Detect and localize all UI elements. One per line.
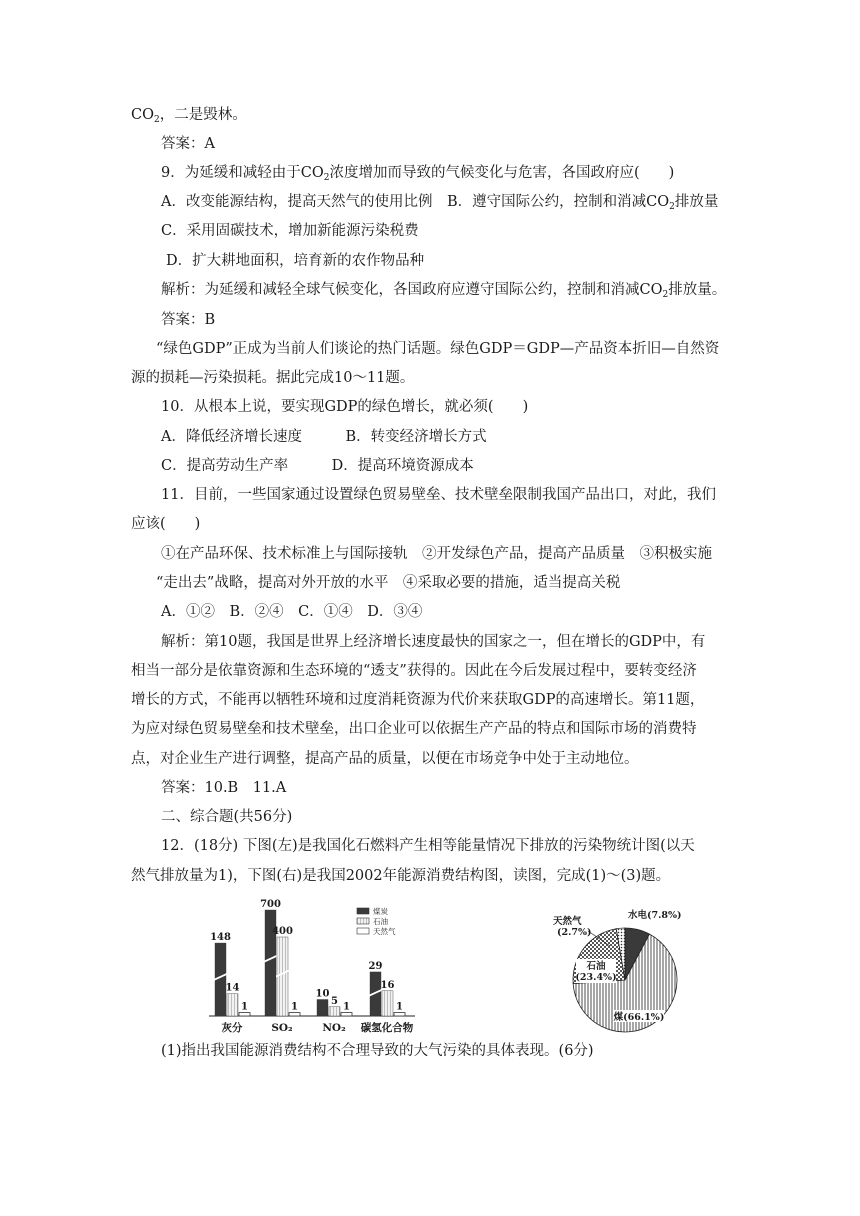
text-seg: ，二是毁林。	[159, 107, 247, 123]
category-label: 灰分	[221, 1022, 243, 1034]
bar-value-label: 1	[241, 1001, 248, 1013]
text-seg: 解析：为延缓和减轻全球气候变化，各国政府应遵守国际公约，控制和消减CO	[161, 282, 663, 298]
question-11-cont: 应该( )	[131, 516, 201, 532]
text-seg: 9．为延缓和减轻由于CO	[161, 165, 324, 181]
statements-11-cont: “走出去”战略，提高对外开放的水平 ④采取必要的措施，适当提高关税	[156, 575, 621, 591]
question-12-cont: 然气排放量为1)，下图(右)是我国2002年能源消费结构图，读图，完成(1)～(3)题。	[131, 868, 671, 884]
bar	[394, 1013, 405, 1016]
pie-label: 石油	[586, 961, 606, 972]
option-9d: D．扩大耕地面积，培育新的农作物品种	[166, 253, 425, 269]
subscript: 2	[323, 173, 330, 183]
category-label: SO₂	[271, 1022, 293, 1034]
bar	[239, 1013, 250, 1016]
question-12: 12．(18分) 下图(左)是我国化石燃料产生相等能量情况下排放的污染物统计图(以天	[161, 838, 695, 854]
analysis-cont-3: 为应对绿色贸易壁垒和技术壁垒，出口企业可以依据生产产品的特点和国际市场的消费特	[131, 721, 697, 737]
legend-swatch	[357, 908, 369, 914]
bar-value-label: 1	[291, 1001, 298, 1013]
bar-value-label: 14	[225, 982, 240, 994]
bar-value-label: 148	[210, 932, 231, 944]
question-11: 11．目前，一些国家通过设置绿色贸易壁垒、技术壁垒限制我国产品出口，对此，我们	[161, 487, 716, 503]
text-line	[131, 105, 247, 130]
bar-value-label: 10	[315, 988, 330, 1000]
bar-value-label: 700	[260, 899, 281, 910]
intro-10-11: “绿色GDP”正成为当前人们谈论的热门话题。绿色GDP＝GDP—产品资本折旧—自然资	[156, 341, 720, 357]
options-10ab: A．降低经济增长速度 B．转变经济增长方式	[161, 429, 487, 445]
bar	[277, 937, 288, 1016]
category-label: 碳氢化合物	[360, 1022, 414, 1034]
answer-9: 答案：B	[161, 312, 216, 328]
question-10: 10．从根本上说，要实现GDP的绿色增长，就必须( )	[161, 399, 529, 415]
legend-swatch	[357, 918, 369, 924]
analysis-cont-2: 增长的方式，不能再以牺牲环境和过度消耗资源为代价来获取GDP的高速增长。第11题，	[131, 692, 705, 708]
bar-value-label: 400	[272, 926, 293, 937]
legend-label: 石油	[373, 917, 388, 926]
question-9	[161, 163, 674, 188]
options-11: A．①② B．②④ C．①④ D．③④	[161, 604, 423, 620]
subquestion-12-1: (1)指出我国能源消费结构不合理导致的大气污染的具体表现。(6分)	[161, 1043, 594, 1059]
legend-swatch	[357, 928, 369, 934]
statements-11: ①在产品环保、技术标准上与国际接轨 ②开发绿色产品，提高产品质量 ③积极实施	[161, 546, 712, 562]
analysis-9	[161, 280, 726, 305]
intro-10-11-cont: 源的损耗—污染损耗。据此完成10～11题。	[131, 370, 415, 386]
energy-pie-chart	[548, 898, 698, 1038]
bar	[329, 1007, 340, 1016]
category-label: NO₂	[322, 1022, 346, 1034]
answer-8: 答案：A	[161, 136, 215, 152]
legend-label: 天然气	[373, 927, 396, 936]
options-9ab	[161, 192, 718, 217]
pie-label: (2.7%)	[557, 927, 592, 938]
subscript: 2	[669, 202, 675, 212]
bar-value-label: 29	[368, 960, 383, 972]
pie-label: 水电(7.8%)	[628, 910, 682, 921]
option-9c: C．采用固碳技术，增加新能源污染税费	[161, 223, 419, 239]
pie-label: 天然气	[553, 916, 582, 927]
text-seg: CO	[131, 107, 154, 123]
bar	[341, 1013, 352, 1016]
pie-label: (23.4%)	[575, 972, 617, 983]
legend-label: 煤炭	[373, 907, 388, 916]
bar-value-label: 5	[331, 995, 338, 1007]
bar	[289, 1013, 300, 1016]
bar-value-label: 1	[343, 1001, 350, 1013]
subscript: 2	[662, 290, 669, 300]
text-seg: 排放量	[674, 194, 719, 210]
analysis-cont-1: 相当一部分是依靠资源和生态环境的“透支”获得的。因此在今后发展过程中，要转变经济	[131, 663, 697, 679]
pie-label: 煤(66.1%)	[613, 1012, 665, 1023]
text-seg: 排放量。	[668, 282, 727, 298]
pollutant-bar-chart	[195, 898, 425, 1038]
text-seg: A．改变能源结构，提高天然气的使用比例 B．遵守国际公约，控制和消减CO	[161, 194, 670, 210]
subscript: 2	[153, 115, 160, 125]
bar	[317, 1000, 328, 1017]
options-10cd: C．提高劳动生产率 D．提高环境资源成本	[161, 458, 474, 474]
text-seg: 浓度增加而导致的气候变化与危害，各国政府应( )	[329, 165, 675, 181]
bar-value-label: 16	[380, 979, 395, 991]
bar	[227, 994, 238, 1016]
section-heading: 二、综合题(共56分)	[161, 809, 293, 825]
bar-value-label: 1	[396, 1001, 403, 1013]
analysis-10-11: 解析：第10题，我国是世界上经济增长速度最快的国家之一，但在增长的GDP中，有	[161, 634, 706, 650]
answer-10-11: 答案：10.B 11.A	[161, 780, 287, 796]
bar	[382, 991, 393, 1016]
analysis-cont-4: 点，对企业生产进行调整，提高产品的质量，以便在市场竞争中处于主动地位。	[131, 751, 639, 767]
